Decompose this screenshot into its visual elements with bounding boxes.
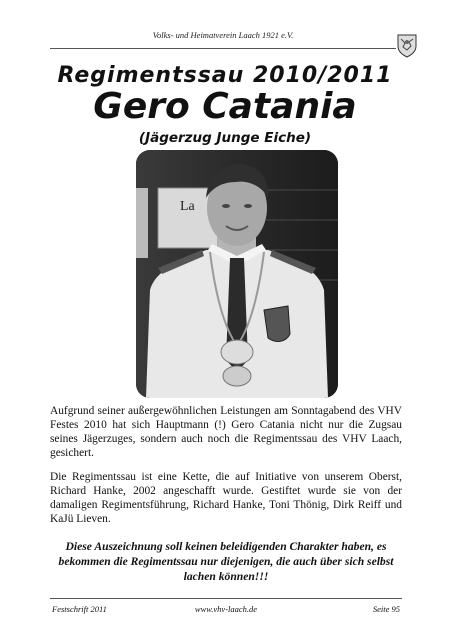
footer-website-link[interactable]: www.vhv-laach.de xyxy=(194,604,258,614)
paragraph-2: Die Regimentssau ist eine Kette, die auf Initiative von unserem Oberst, Richard Hanke, 2002 angeschafft wurde. Gestiftet wurde sie von der damaligen Regimentsführung, Richard Hanke, Toni Thönig, Dirk Reiff und KaJü Lieven. xyxy=(50,471,402,525)
page-footer xyxy=(50,598,402,615)
title-name: Gero Catania xyxy=(93,86,357,127)
portrait-photo xyxy=(136,150,338,398)
header-org-name: Volks- und Heimatverein Laach 1921 e.V. xyxy=(152,30,294,40)
title-subtitle: (Jägerzug Junge Eiche) xyxy=(138,130,312,146)
title-line-1: Regimentssau 2010/2011 xyxy=(57,63,393,88)
footer-publication: Festschrift 2011 xyxy=(52,604,107,614)
coat-of-arms-icon xyxy=(397,34,417,58)
page-header xyxy=(50,28,396,49)
footer-page-number: Seite 95 xyxy=(372,604,400,614)
paragraph-1: Aufgrund seiner außergewöhnlichen Leistungen am Sonntagabend des VHV Festes 2010 hat sich Hauptmann (!) Gero Catania nicht nur die Zugsau seines Jägerzuges, sondern auch noch die Regimentssau des VHV Laach, gesichert. xyxy=(50,405,402,459)
wall-sign-text: La xyxy=(180,199,195,214)
paragraph-disclaimer: Diese Auszeichnung soll keinen beleidigenden Charakter haben, es bekommen die Regimentssau nur diejenigen, die auch über sich selbst lachen können!!! xyxy=(58,540,394,583)
